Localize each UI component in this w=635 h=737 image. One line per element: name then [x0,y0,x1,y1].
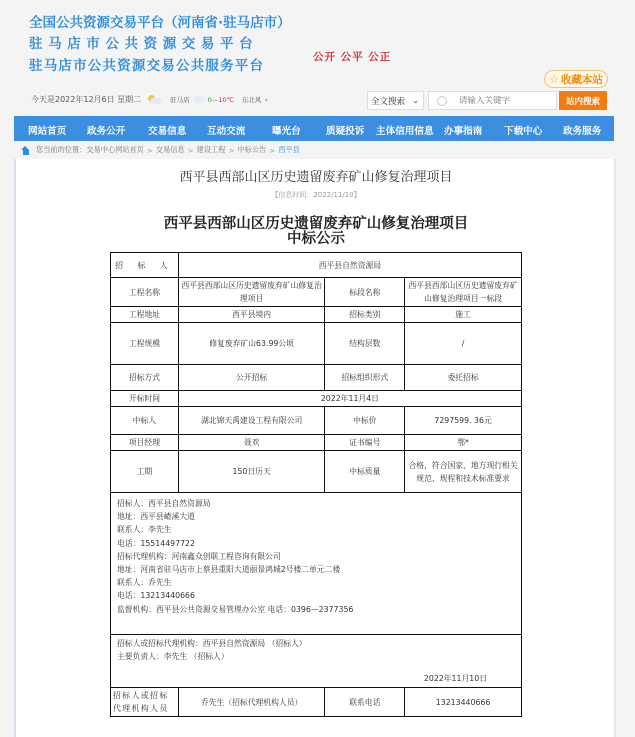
breadcrumb-separator: > [228,145,235,155]
nav-item-guide[interactable]: 办事指南 [444,126,483,137]
breadcrumb-prefix: 您当前的位置： [36,145,87,154]
breadcrumb-trade-info[interactable]: 交易信息 [155,145,185,154]
table-row [111,391,522,407]
structure-label: 结构层数 [325,323,405,365]
org-form-label: 招标组织形式 [325,365,405,391]
bid-type-label: 招标类别 [325,307,405,323]
table-row [111,307,522,323]
nav-item-credit[interactable]: 主体信用信息 [376,126,434,137]
breadcrumb-construction[interactable]: 建设工程 [196,145,226,154]
table-row [111,451,522,493]
slogan: 公开 公平 公正 [313,51,392,63]
search-field[interactable] [428,91,557,110]
favorite-label: 收藏本站 [560,73,603,86]
method-value: 公开招标 [178,365,325,391]
logo-line-national: 全国公共资源交易平台（河南省·驻马店市） [29,15,291,31]
bid-type-value: 施工 [405,307,522,323]
search-scope-select[interactable] [367,91,424,110]
section-name-label: 标段名称 [325,278,405,307]
method-label: 招标方式 [111,365,179,391]
document-title-line1: 西平县西部山区历史遗留废弃矿山修复治理项目 [163,216,469,232]
price-value: 7297599. 36元 [405,407,522,435]
article-title: 西平县西部山区历史遗留废弃矿山修复治理项目 [179,170,453,185]
staff-label: 招标人或招标代理机构人员 [111,688,179,717]
logo-line-service: 驻马店市公共资源交易公共服务平台 [29,58,265,74]
note-line: 联系人：李先生 [117,525,172,535]
scale-value: 修复废弃矿山63.99公顷 [178,323,325,365]
quality-value: 合格，符合国家、地方现行相关规范、规程和技术标准要求 [405,451,522,493]
phone-label: 联系电话 [325,688,405,717]
open-time-label: 开标时间 [111,391,179,407]
wind-direction: 东北风 [241,96,262,104]
site-search-button[interactable]: 站内搜索 [559,91,607,110]
note-line: 地址：河南省驻马店市上蔡县重阳大道丽景鸿城2号楼二单元二楼 [117,565,341,575]
star-icon: ☆ [549,72,559,86]
sign-line-agency: 招标人或招标代理机构：西平县自然资源局 （招标人） [117,639,307,648]
home-icon [21,146,30,155]
weather-city: 驻马店 [170,96,190,104]
cert-label: 证书编号 [325,435,405,451]
breadcrumb-separator: > [187,145,194,155]
winner-value: 湖北锦天禹建设工程有限公司 [178,407,325,435]
nav-item-home[interactable]: 网站首页 [28,126,67,137]
phone-value: 13213440666 [405,688,522,717]
temp-high: 10℃ [218,95,234,104]
document-title-line2: 中标公示 [287,231,345,247]
winner-label: 中标人 [111,407,179,435]
search-scope-value: 全文搜索 [371,96,406,107]
nav-item-exposure[interactable]: 曝光台 [272,126,301,137]
table-row [111,278,522,307]
cert-value: 鄂* [405,435,522,451]
signature-block [111,635,522,688]
breadcrumb-home[interactable]: 交易中心网站首页 [86,145,144,154]
project-name-label: 工程名称 [111,278,179,307]
award-table [110,252,522,717]
tenderer-label: 招 标 人 [111,253,179,278]
site-header [0,0,635,115]
article-content [14,159,614,737]
table-row [111,635,522,688]
document-title [16,217,616,247]
partly-cloudy-icon [147,95,163,105]
sign-line-principal: 主要负责人：李先生 （招标人） [117,652,229,661]
structure-value: / [405,323,522,365]
nav-item-interaction[interactable]: 互动交流 [207,126,246,137]
search-icon [437,96,447,106]
project-name-value: 西平县西部山区历史遗留废弃矿山修复治理项目 [178,278,325,307]
manager-label: 项目经理 [111,435,179,451]
breadcrumb [14,141,614,159]
period-label: 工期 [111,451,179,493]
note-line: 招标代理机构：河南鑫众创联工程咨询有限公司 [117,551,281,561]
table-row [111,435,522,451]
open-time-value: 2022年11月4日 [178,391,521,407]
nav-item-download[interactable]: 下载中心 [504,126,543,137]
table-row [111,493,522,635]
table-row [111,407,522,435]
nav-item-gov-service[interactable]: 政务服务 [563,126,602,137]
manager-value: 聂欢 [178,435,325,451]
breadcrumb-separator: > [269,145,276,155]
scale-label: 工程规模 [111,323,179,365]
quality-label: 中标质量 [325,451,405,493]
cloud-snow-icon [194,96,205,103]
table-row [111,365,522,391]
table-row [111,253,522,278]
note-line: 监督机构：西平县公共资源交易管理办公室 电话：0396—2377356 [117,604,354,614]
today-date: 今天是2022年12月6日 星期二 [31,95,142,104]
info-time: 【信息时间：2022/11/10】 [271,191,361,199]
note-line: 电话：15514497722 [117,538,195,548]
price-label: 中标价 [325,407,405,435]
note-line: 联系人：乔先生 [117,578,172,588]
address-label: 工程地址 [111,307,179,323]
weather-more-link[interactable]: » [264,95,269,104]
breadcrumb-current[interactable]: 西平县 [278,145,300,154]
sign-date: 2022年11月10日 [423,674,487,683]
org-form-value: 委托招标 [405,365,522,391]
address-value: 西平县境内 [178,307,325,323]
nav-item-complaint[interactable]: 质疑投诉 [326,126,365,137]
contact-notes [111,493,522,635]
temp-low: 0 [207,95,212,104]
search-input[interactable] [459,96,549,106]
table-row [111,323,522,365]
period-value: 150日历天 [178,451,325,493]
note-line: 地址：西平县嵖溪大道 [117,512,195,522]
logo-line-platform: 驻马店市公共资源交易平台 [29,36,259,52]
main-nav [14,116,614,141]
nav-item-trade-info[interactable]: 交易信息 [148,126,187,137]
breadcrumb-separator: > [146,145,153,155]
date-weather-bar [31,94,268,105]
favorite-site-button[interactable] [544,70,608,88]
tenderer-value: 西平县自然资源局 [178,253,521,278]
chevron-down-icon: ⌄ [412,96,419,105]
section-name-value: 西平县西部山区历史遗留废弃矿山修复治理项目一标段 [405,278,522,307]
table-row [111,688,522,717]
nav-item-gov-open[interactable]: 政务公开 [87,126,126,137]
breadcrumb-award-notice[interactable]: 中标公告 [237,145,267,154]
note-line: 电话：13213440666 [117,591,195,601]
temp-separator: — [211,95,219,104]
note-line: 招标人：西平县自然资源局 [117,499,211,508]
staff-value: 乔先生（招标代理机构人员） [178,688,325,717]
content-right-border [614,159,616,737]
